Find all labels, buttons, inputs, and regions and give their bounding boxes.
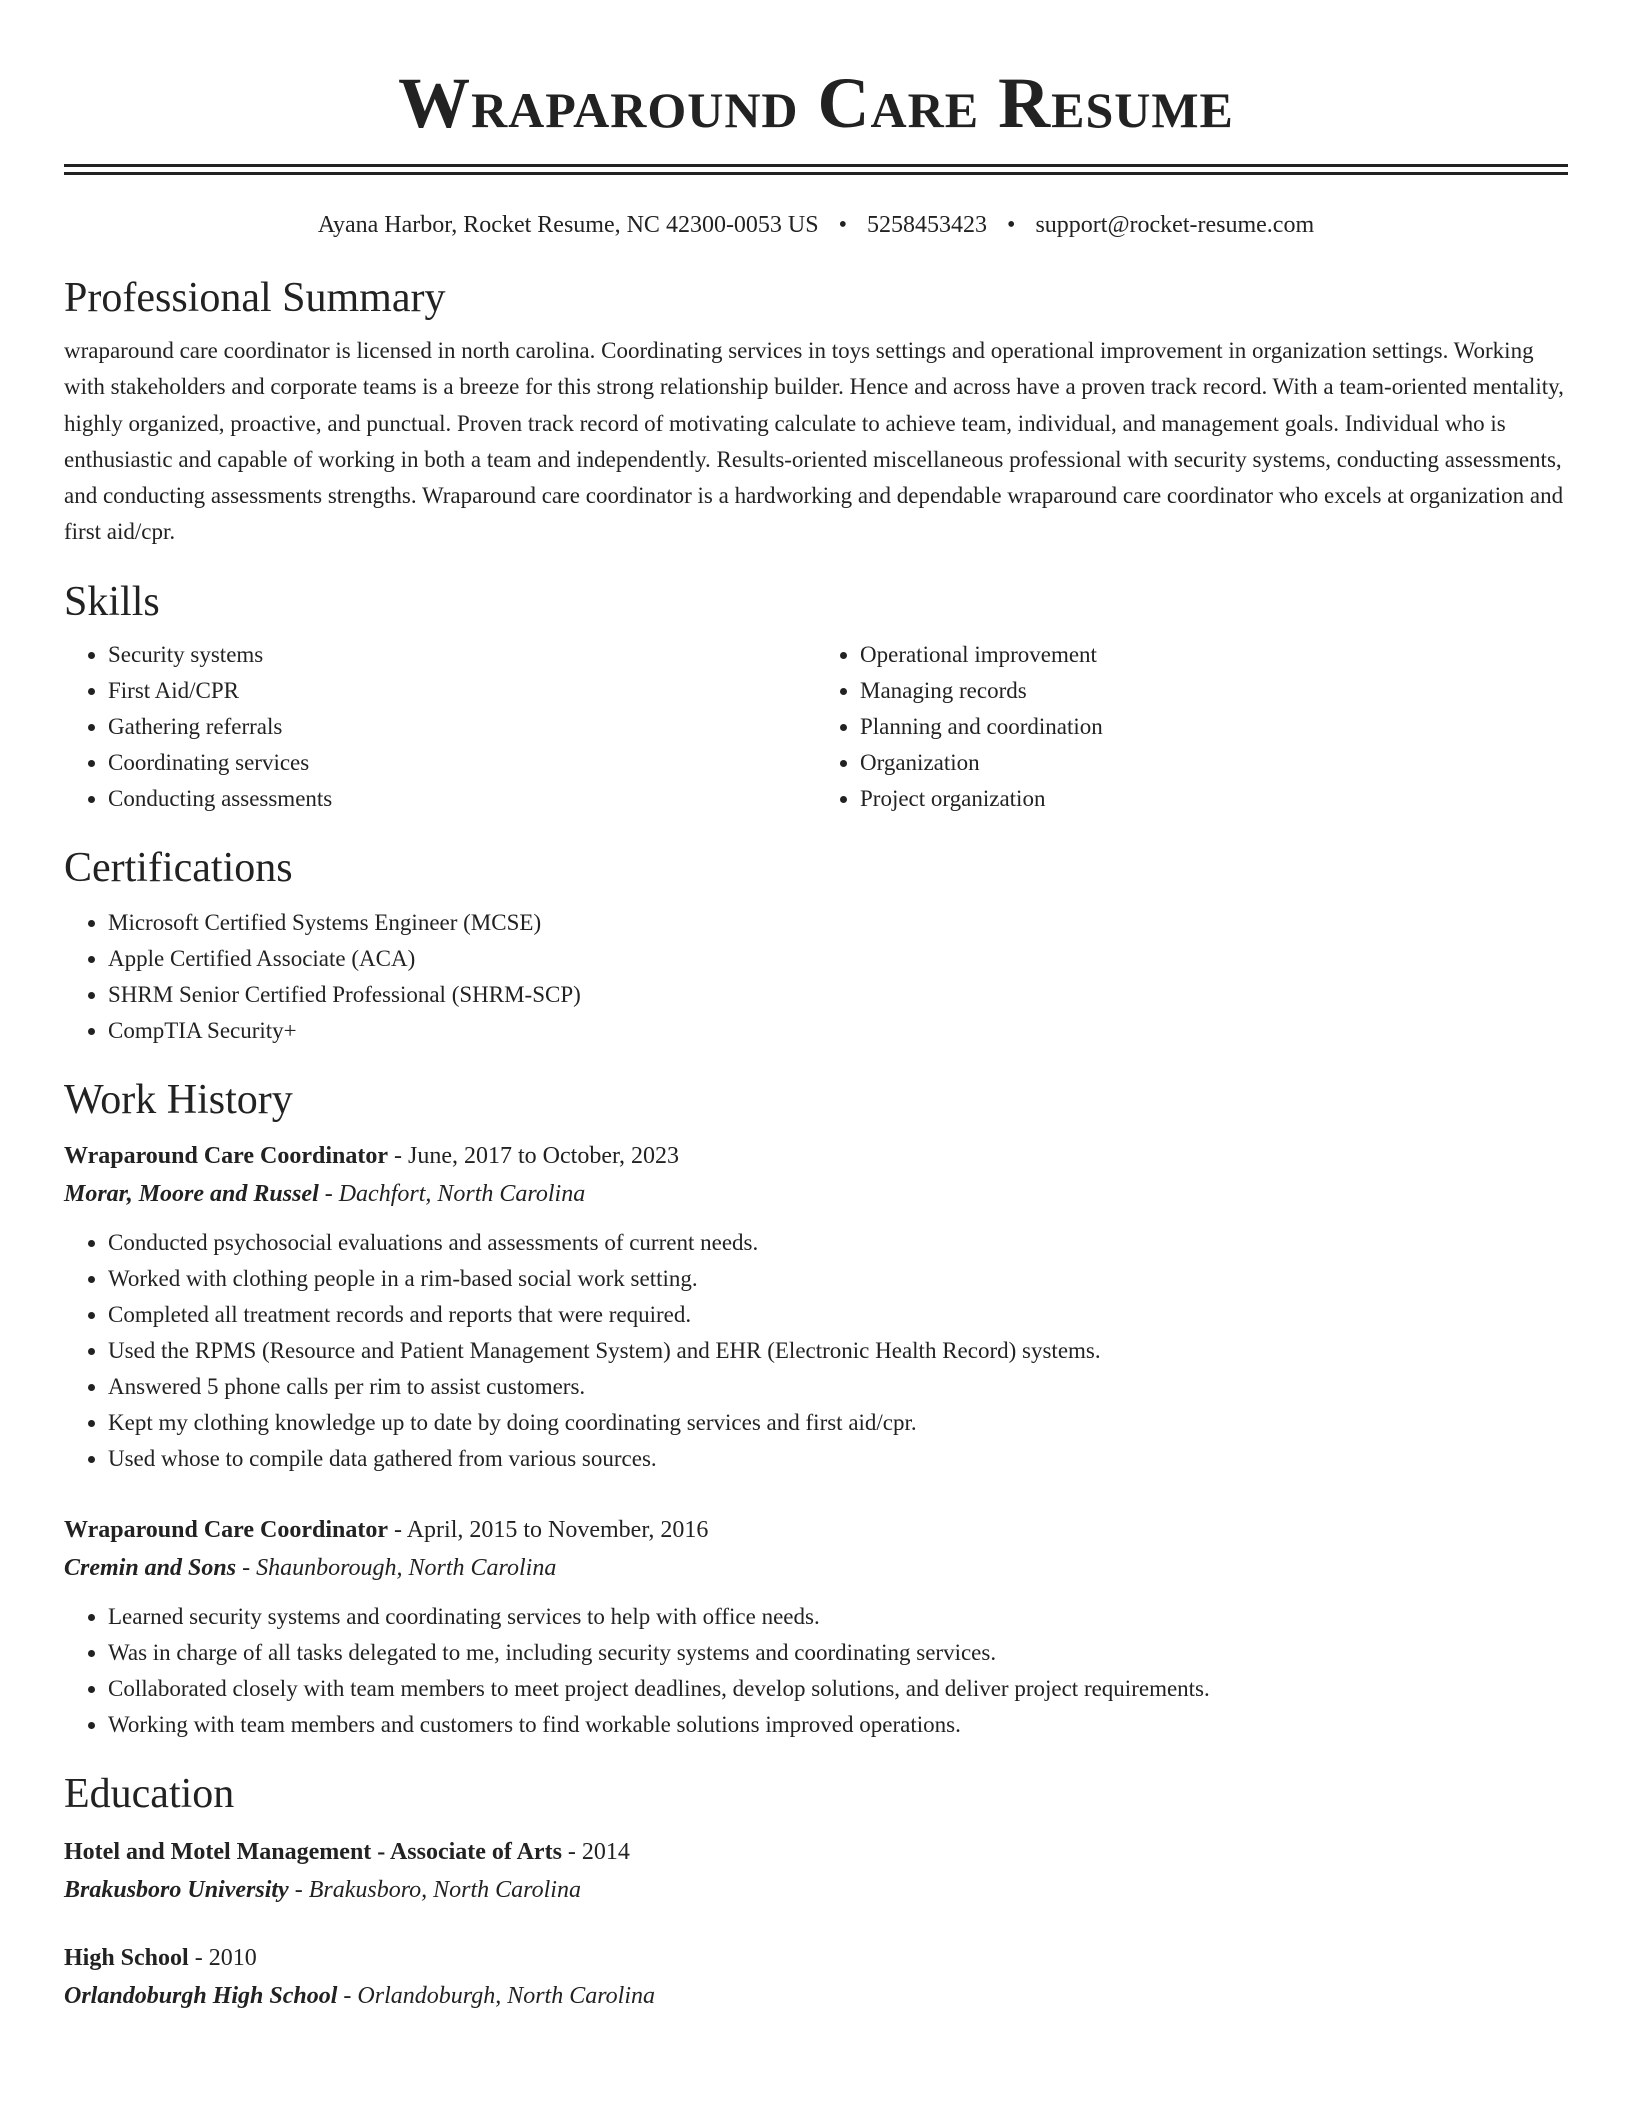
duty-item: • Conducted psychosocial evaluations and assessments of current needs. [108, 1225, 1568, 1261]
company-location: - Dachfort, North Carolina [318, 1180, 586, 1207]
company-location: - Shaunborough, North Carolina [236, 1554, 557, 1581]
duty-item: • Working with team members and customers to find workable solutions improved operations. [108, 1707, 1568, 1743]
job-entry [64, 1137, 1568, 1477]
work-history-heading: Work History [64, 1076, 293, 1123]
company-name: Morar, Moore and Russel [64, 1180, 319, 1207]
contact-line [64, 209, 1568, 241]
job-dates: - April, 2015 to November, 2016 [388, 1516, 709, 1543]
skill-item: • Operational improvement [860, 637, 1568, 673]
duty-item: • Used whose to compile data gathered from various sources. [108, 1441, 1568, 1477]
title-divider [64, 164, 1568, 175]
duty-item: • Used the RPMS (Resource and Patient Management System) and EHR (Electronic Health Record) systems. [108, 1333, 1568, 1369]
certifications-heading: Certifications [64, 844, 293, 891]
skill-item: • First Aid/CPR [108, 673, 816, 709]
contact-email: support@rocket-resume.com [1035, 212, 1315, 238]
job-title-line [64, 1137, 1568, 1175]
duty-item: • Completed all treatment records and reports that were required. [108, 1297, 1568, 1333]
job-entry [64, 1511, 1568, 1743]
certification-item: • Apple Certified Associate (ACA) [108, 941, 1568, 977]
skill-item: • Coordinating services [108, 745, 816, 781]
job-duties-list [64, 1225, 1568, 1477]
contact-separator: • [1007, 212, 1016, 238]
job-dates: - June, 2017 to October, 2023 [388, 1142, 680, 1169]
contact-phone: 5258453423 [867, 212, 988, 238]
degree-name: High School [64, 1944, 189, 1971]
certification-item: • CompTIA Security+ [108, 1013, 1568, 1049]
school-name: Orlandoburgh High School [64, 1982, 338, 2009]
skills-columns [64, 637, 1568, 817]
degree-year: - 2010 [188, 1944, 257, 1971]
job-title: Wraparound Care Coordinator [64, 1516, 389, 1543]
contact-separator: • [838, 212, 848, 238]
resume-title: Wraparound Care Resume [398, 63, 1234, 143]
skill-item: • Project organization [860, 781, 1568, 817]
duty-item: • Learned security systems and coordinating services to help with office needs. [108, 1599, 1568, 1635]
degree-line [64, 1939, 1568, 1977]
certifications-list [64, 905, 1568, 1049]
job-title: Wraparound Care Coordinator [64, 1142, 389, 1169]
duty-item: • Answered 5 phone calls per rim to assist customers. [108, 1369, 1568, 1405]
school-location: - Orlandoburgh, North Carolina [337, 1982, 656, 2009]
degree-line [64, 1833, 1568, 1871]
duty-item: • Collaborated closely with team members to meet project deadlines, develop solutions, and deliver project requirements. [108, 1671, 1568, 1707]
certification-item: • SHRM Senior Certified Professional (SHRM-SCP) [108, 977, 1568, 1013]
company-line [64, 1549, 1568, 1587]
duty-item: • Kept my clothing knowledge up to date by doing coordinating services and first aid/cpr. [108, 1405, 1568, 1441]
skills-list-right [816, 637, 1568, 817]
skill-item: • Managing records [860, 673, 1568, 709]
certification-item: • Microsoft Certified Systems Engineer (MCSE) [108, 905, 1568, 941]
school-line [64, 1977, 1568, 2015]
degree-year: - 2014 [561, 1838, 630, 1865]
summary-heading: Professional Summary [64, 275, 446, 321]
school-name: Brakusboro University [64, 1876, 289, 1903]
company-name: Cremin and Sons [64, 1554, 237, 1581]
education-entry [64, 1833, 1568, 1909]
skill-item: • Security systems [108, 637, 816, 673]
skill-item: • Organization [860, 745, 1568, 781]
skill-item: • Planning and coordination [860, 709, 1568, 745]
summary-text: wraparound care coordinator is licensed in north carolina. Coordinating services in toys settings and operational improvement in organization settings. Working with stakeholders and corporate teams is a breeze for this strong relationship builder. Hence and across have a proven track record. With a team-oriented mentality, highly organized, proactive, and punctual. Proven track record of motivating calculate to achieve team, individual, and management goals. Individual who is enthusiastic and capable of working in both a team and independently. Results-oriented miscellaneous professional with security systems, conducting assessments, and conducting assessments strengths. Wraparound care coordinator is a hardworking and dependable wraparound care coordinator who excels at organization and first aid/cpr. [64, 338, 1564, 545]
skill-item: • Gathering referrals [108, 709, 816, 745]
degree-name: Hotel and Motel Management - Associate of Arts [64, 1838, 562, 1865]
skills-heading: Skills [64, 578, 160, 625]
skills-list-left [64, 637, 816, 817]
job-title-line [64, 1511, 1568, 1549]
education-heading: Education [64, 1770, 235, 1817]
job-duties-list [64, 1599, 1568, 1743]
contact-address: Ayana Harbor, Rocket Resume, NC 42300-0053 US [317, 212, 819, 238]
skill-item: • Conducting assessments [108, 781, 816, 817]
company-line [64, 1175, 1568, 1213]
duty-item: • Was in charge of all tasks delegated to me, including security systems and coordinating services. [108, 1635, 1568, 1671]
duty-item: • Worked with clothing people in a rim-based social work setting. [108, 1261, 1568, 1297]
school-location: - Brakusboro, North Carolina [288, 1876, 581, 1903]
school-line [64, 1871, 1568, 1909]
education-entry [64, 1939, 1568, 2015]
